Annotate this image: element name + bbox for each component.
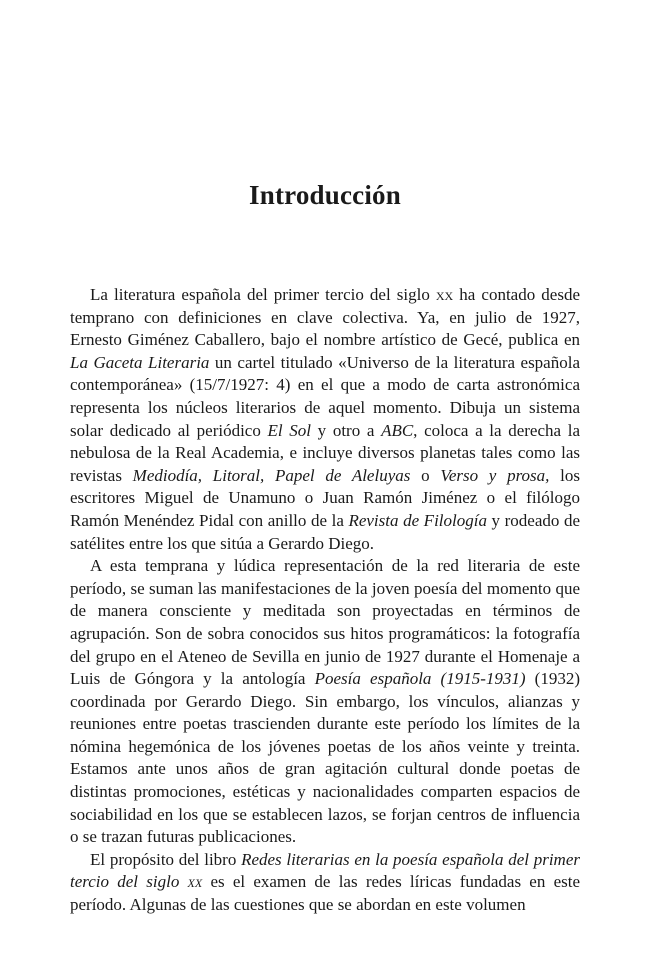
text-run: los escritores Miguel de Unamuno o Juan Ramón Jiménez o el filólogo Ramón Menéndez Pidal con anillo de la: [70, 465, 580, 530]
text-run: El propósito del libro: [90, 849, 242, 869]
italic-run: Mediodía, Litoral, Papel de Aleluyas: [132, 465, 411, 485]
paragraph-3: [70, 849, 580, 917]
text-run: y rodeado de satélites entre los que sitúa a Gerardo Diego.: [70, 510, 580, 553]
paragraph-1: [70, 284, 580, 555]
italic-run: El Sol: [267, 420, 311, 440]
italic-run: Revista de Filología: [348, 510, 487, 530]
italic-run: Poesía española (1915-1931): [314, 669, 526, 689]
text-run: La literatura española del primer tercio del siglo: [90, 285, 436, 304]
chapter-title: Introducción: [249, 180, 401, 210]
italic-run: Redes literarias en la poesía española del primer tercio del siglo: [70, 849, 580, 892]
text-run: o: [410, 465, 441, 485]
text-run: (1932) coordinada por Gerardo Diego. Sin embargo, los vínculos, alianzas y reuniones entre poetas trascienden durante este período los límites de la nómina hegemónica de los jóvenes poetas de los años veinte y treinta. Estamos ante unos años de gran agitación cultural donde poetas de distintas promociones, estéticas y nacionalidades comparten espacios de sociabilidad en los que se establecen lazos, se forjan centros de influencia o se trazan futuras publicaciones.: [70, 669, 581, 847]
text-run: ha contado desde temprano con definiciones en clave colectiva. Ya, en julio de 1927, Ernesto Giménez Caballero, bajo el nombre artístico de Gecé, publica en: [70, 285, 580, 350]
text-run: , coloca a la derecha la nebulosa de la Real Academia, e incluye diversos planetas tales como las revistas: [70, 420, 580, 485]
text-run: y otro a: [311, 420, 382, 440]
italic-run: La Gaceta Literaria: [70, 352, 210, 372]
text-run: A esta temprana y lúdica representación de la red literaria de este período, se suman las manifestaciones de la joven poesía del momento que de manera consciente y meditada son proyectadas en términos de agrupación. Son de sobra conocidos sus hitos programáticos: la fotografía del grupo en el Ateneo de Sevilla en junio de 1927 durante el Homenaje a Luis de Góngora y la antología: [70, 556, 580, 689]
italic-run: xx: [187, 872, 203, 892]
text-run: un cartel titulado «Universo de la literatura española contemporánea» (15/7/1927: 4) en el que a modo de carta astronómica representa los núcleos literarios de aquel momento. Dibuja un sistema solar dedicado al periódico: [70, 352, 580, 440]
italic-run: ABC: [381, 420, 414, 440]
text-run: es el examen de las redes líricas fundadas en este período. Algunas de las cuestiones que se abordan en este volumen: [70, 872, 580, 915]
chapter-body: [70, 284, 580, 917]
small-caps-run: xx: [435, 285, 454, 304]
italic-run: Verso y prosa,: [440, 465, 550, 485]
paragraph-2: [70, 555, 580, 849]
